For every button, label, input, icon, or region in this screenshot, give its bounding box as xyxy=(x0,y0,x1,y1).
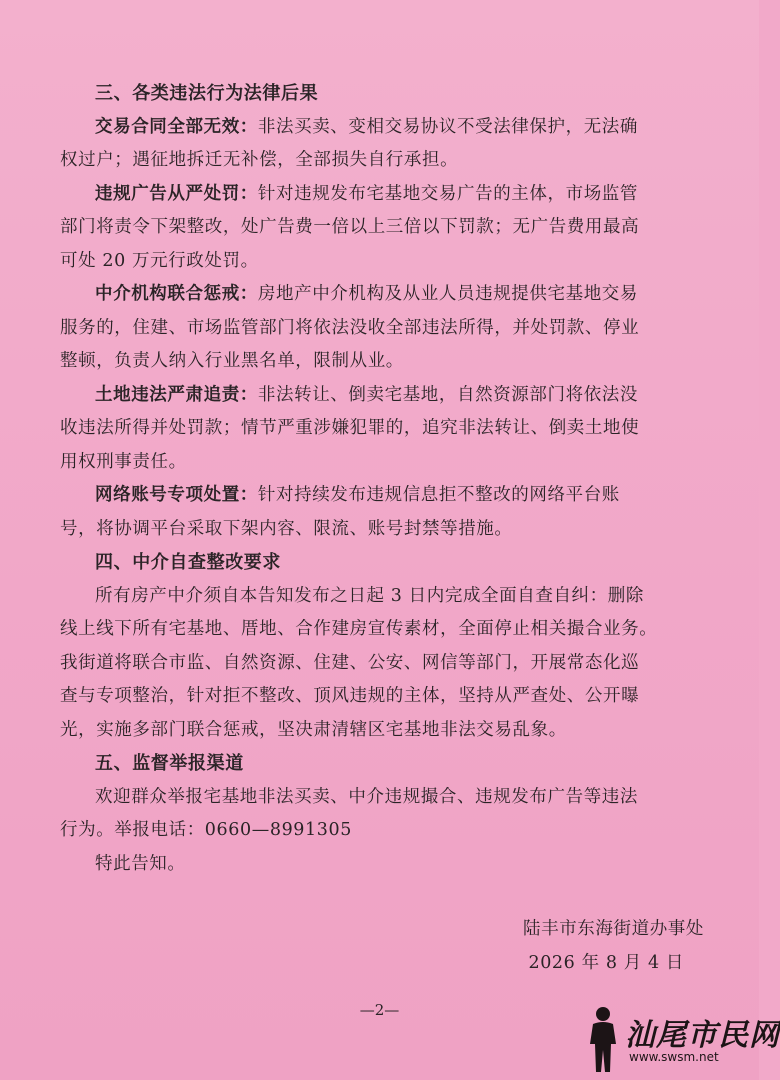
item-contract-invalid xyxy=(60,111,695,178)
report-phone-line: 行为。举报电话：0660—8991305 xyxy=(60,820,352,840)
paragraph-line: 欢迎群众举报宅基地非法买卖、中介违规撮合、违规发布广告等违法 xyxy=(95,786,638,807)
watermark-title: 汕尾市民网 xyxy=(625,1018,780,1053)
issue-date: 2026 年 8 月 4 日 xyxy=(528,953,684,973)
watermark-url: www.swsm.net xyxy=(629,1050,719,1064)
item-agency-discipline xyxy=(60,278,695,379)
item-lead: 违规广告从严处罚： xyxy=(95,183,258,204)
item-text: 部门将责令下架整改，处广告费一倍以上三倍以下罚款；无广告费用最高 xyxy=(60,217,640,237)
section-3-title: 三、各类违法行为法律后果 xyxy=(95,83,319,104)
item-ad-penalty xyxy=(60,178,695,279)
item-lead: 中介机构联合惩戒： xyxy=(95,284,258,304)
item-text: 整顿，负责人纳入行业黑名单，限制从业。 xyxy=(60,351,404,371)
item-text: 针对持续发布违规信息拒不整改的网络平台账 xyxy=(257,485,620,505)
item-text: 可处 20 万元行政处罚。 xyxy=(60,250,259,271)
item-text: 非法买卖、变相交易协议不受法律保护，无法确 xyxy=(257,116,639,137)
item-text: 服务的，住建、市场监管部门将依法没收全部违法所得，并处罚款、停业 xyxy=(60,317,640,338)
item-text: 号，将协调平台采取下架内容、限流、账号封禁等措施。 xyxy=(60,518,513,539)
item-lead: 网络账号专项处置： xyxy=(95,485,258,505)
site-watermark xyxy=(581,1004,780,1074)
closing-text: 特此告知。 xyxy=(95,853,186,874)
section-5-body xyxy=(60,781,695,882)
paragraph-line: 所有房产中介须自本告知发布之日起 3 日内完成全面自查自纠：删除 xyxy=(95,585,644,606)
signature-block xyxy=(523,912,704,980)
person-silhouette-icon xyxy=(581,1004,625,1074)
item-text: 收违法所得并处罚款；情节严重涉嫌犯罪的，追究非法转让、倒卖土地使 xyxy=(60,418,640,438)
item-text: 权过户；遇征地拆迁无补偿，全部损失自行承担。 xyxy=(60,150,459,170)
item-text: 非法转让、倒卖宅基地，自然资源部门将依法没 xyxy=(257,384,639,405)
document-body xyxy=(60,77,695,881)
section-4-title: 四、中介自查整改要求 xyxy=(95,552,281,573)
item-lead: 交易合同全部无效： xyxy=(95,116,258,137)
item-text: 针对违规发布宅基地交易广告的主体，市场监管 xyxy=(257,183,639,204)
item-land-violation xyxy=(60,379,695,480)
section-5-title: 五、监督举报渠道 xyxy=(95,753,244,774)
item-text: 用权刑事责任。 xyxy=(60,451,187,472)
page-number: —2— xyxy=(359,1001,400,1019)
paragraph-line: 线上线下所有宅基地、厝地、合作建房宣传素材，全面停止相关撮合业务。 xyxy=(60,619,658,639)
section-4-body xyxy=(60,580,695,748)
paragraph-line: 查与专项整治，针对拒不整改、顶风违规的主体，坚持从严查处、公开曝 xyxy=(60,686,640,706)
item-text: 房地产中介机构及从业人员违规提供宅基地交易 xyxy=(257,284,639,304)
item-lead: 土地违法严肃追责： xyxy=(95,384,258,405)
paragraph-line: 光，实施多部门联合惩戒，坚决肃清辖区宅基地非法交易乱象。 xyxy=(60,719,567,740)
issuing-organization: 陆丰市东海街道办事处 xyxy=(523,919,704,939)
item-network-account xyxy=(60,479,695,546)
paragraph-line: 我街道将联合市监、自然资源、住建、公安、网信等部门，开展常态化巡 xyxy=(60,652,640,673)
